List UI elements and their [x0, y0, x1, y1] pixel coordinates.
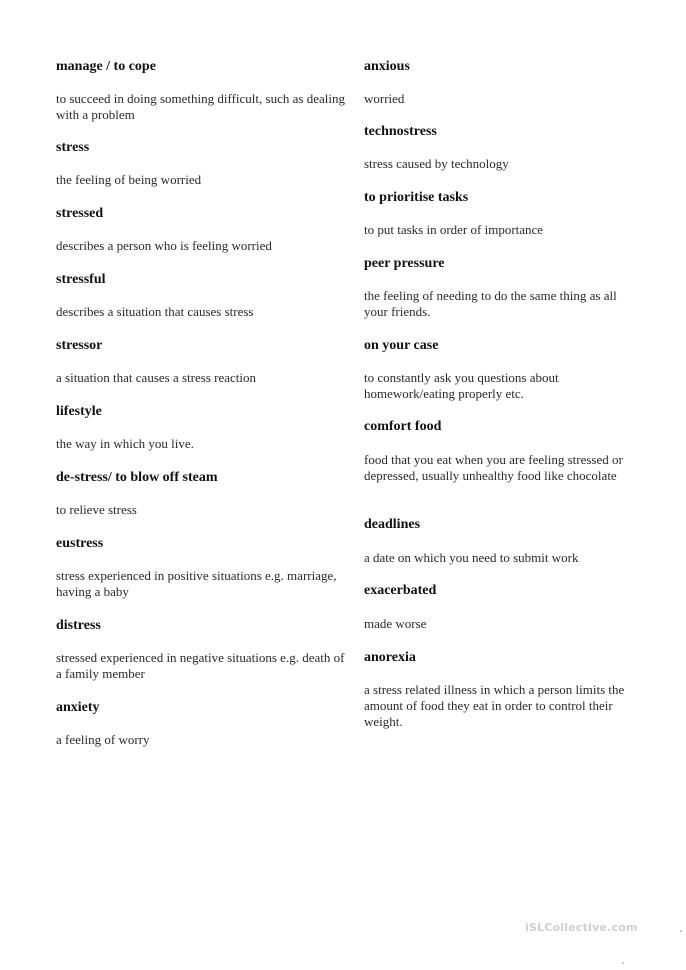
term-anxiety: anxiety — [56, 700, 100, 715]
definition-exacerbated: made worse — [364, 616, 427, 631]
definition-eustress: stress experienced in positive situations e.g. marriage, having a baby — [56, 568, 337, 599]
term-technostress: technostress — [364, 124, 437, 139]
definition-distress: stressed experienced in negative situations e.g. death of a family member — [56, 650, 345, 681]
definition-anxious: worried — [364, 91, 405, 106]
definition-peer-pressure: the feeling of needing to do the same thing as all your friends. — [364, 288, 617, 319]
definition-manage-to-cope: to succeed in doing something difficult, such as dealing with a problem — [56, 91, 345, 122]
definition-anorexia: a stress related illness in which a person limits the amount of food they eat in order to control their weight. — [364, 682, 625, 729]
term-stressor: stressor — [56, 338, 103, 353]
definition-stress: the feeling of being worried — [56, 172, 202, 187]
term-exacerbated: exacerbated — [364, 583, 437, 598]
term-eustress: eustress — [56, 536, 104, 551]
definition-stressor: a situation that causes a stress reaction — [56, 370, 256, 385]
definition-comfort-food: food that you eat when you are feeling stressed or depressed, usually unhealthy food like chocolate — [364, 452, 623, 483]
definition-de-stress: to relieve stress — [56, 502, 137, 517]
definition-anxiety: a feeling of worry — [56, 732, 150, 747]
term-peer-pressure: peer pressure — [364, 256, 445, 271]
definition-lifestyle: the way in which you live. — [56, 436, 194, 451]
decorative-dot — [622, 962, 624, 964]
definition-stressful: describes a situation that causes stress — [56, 304, 254, 319]
term-prioritise-tasks: to prioritise tasks — [364, 190, 469, 205]
term-distress: distress — [56, 618, 101, 633]
term-on-your-case: on your case — [364, 338, 439, 353]
term-comfort-food: comfort food — [364, 419, 442, 434]
definition-technostress: stress caused by technology — [364, 156, 509, 171]
definition-stressed: describes a person who is feeling worried — [56, 238, 272, 253]
decorative-dot — [680, 930, 682, 932]
term-stressed: stressed — [56, 206, 104, 221]
term-stressful: stressful — [56, 272, 106, 287]
term-anxious: anxious — [364, 59, 410, 74]
watermark: iSLCollective.com — [525, 921, 638, 934]
term-manage-to-cope: manage / to cope — [56, 59, 156, 74]
term-lifestyle: lifestyle — [56, 404, 102, 419]
term-anorexia: anorexia — [364, 650, 416, 665]
term-de-stress: de-stress/ to blow off steam — [56, 470, 218, 485]
definition-on-your-case: to constantly ask you questions about homework/eating properly etc. — [364, 370, 559, 401]
definition-deadlines: a date on which you need to submit work — [364, 550, 579, 565]
term-stress: stress — [56, 140, 90, 155]
definition-prioritise-tasks: to put tasks in order of importance — [364, 222, 544, 237]
term-deadlines: deadlines — [364, 517, 421, 532]
